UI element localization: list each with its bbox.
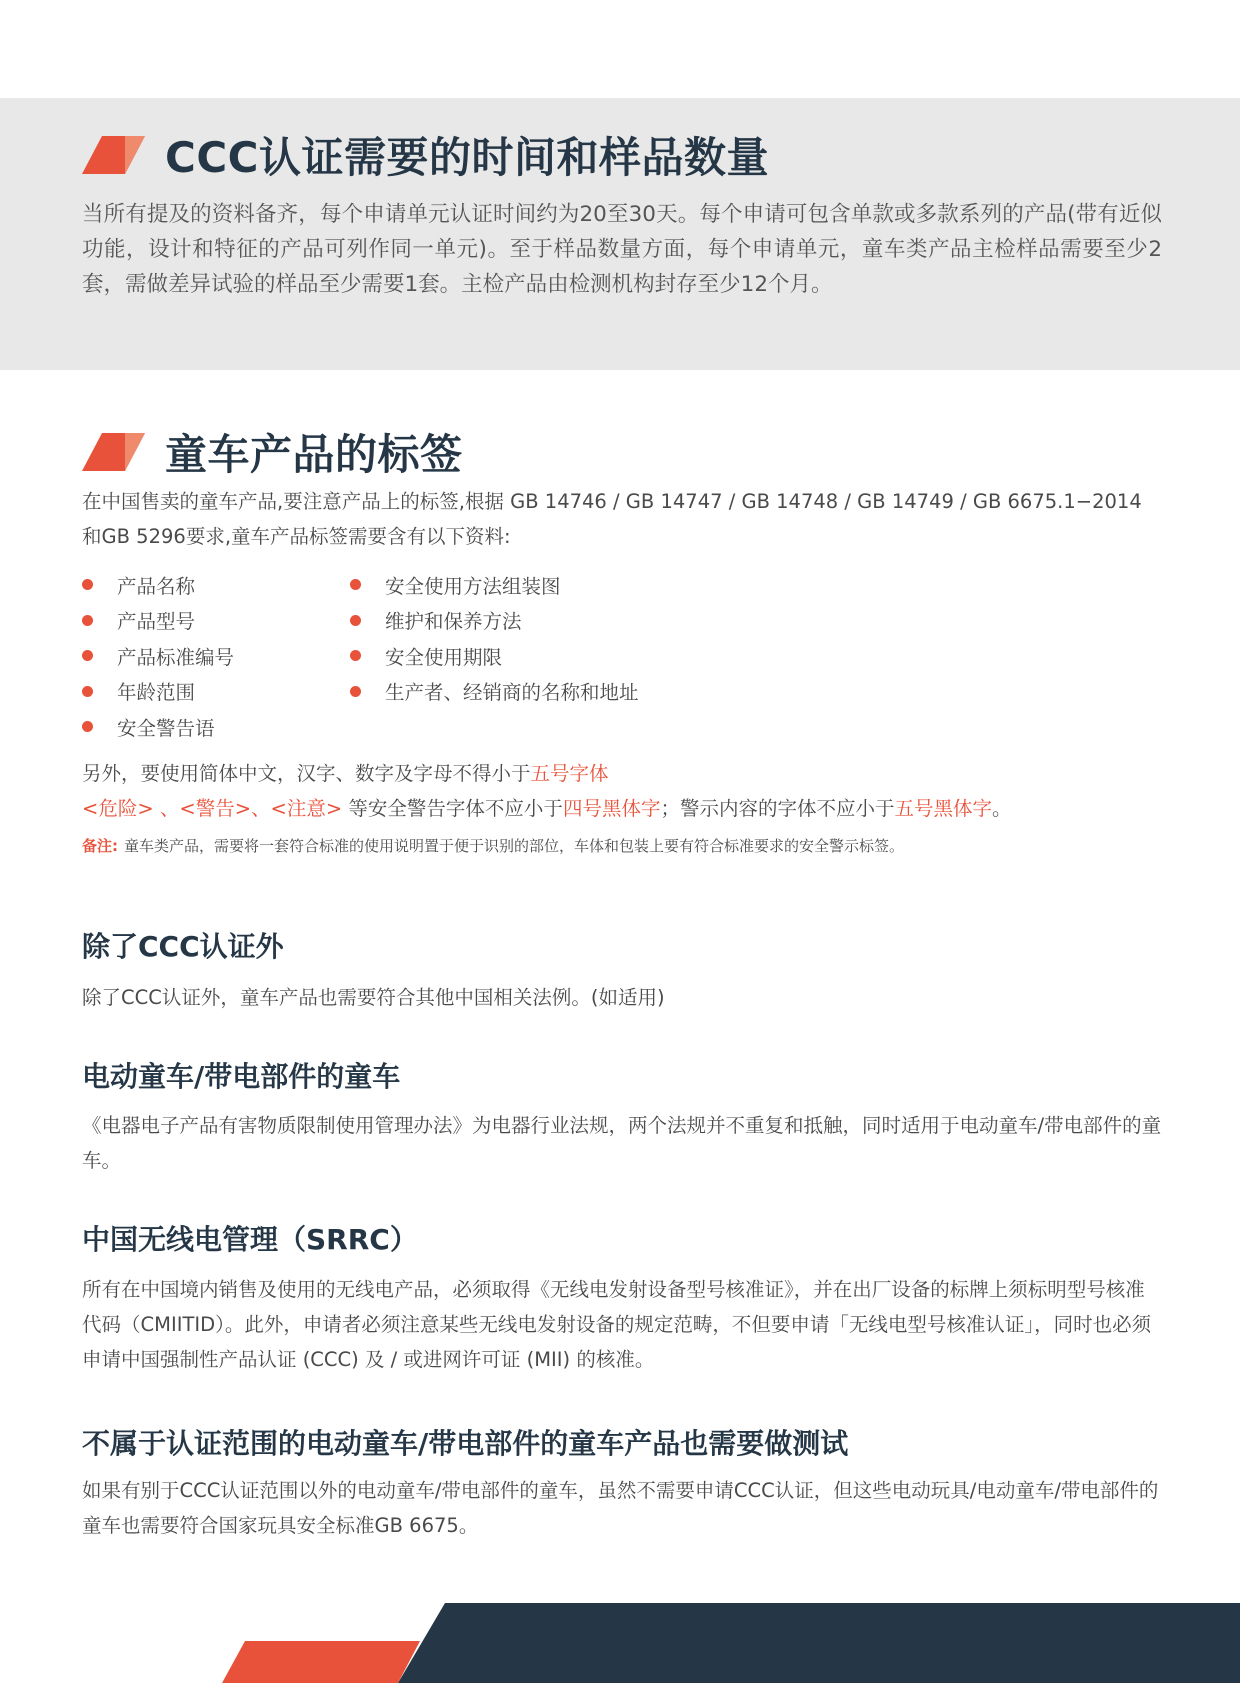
subsection-title: 电动童车/带电部件的童车 — [82, 1060, 401, 1093]
subsection-title: 不属于认证范围的电动童车/带电部件的童车产品也需要做测试 — [82, 1427, 849, 1460]
section-heading-labels — [82, 422, 463, 482]
section-heading-time-samples — [82, 125, 769, 185]
subsection-title: 中国无线电管理（SRRC） — [82, 1223, 418, 1256]
font-requirement-line-1: 另外，要使用简体中文，汉字、数字及字母不得小于五号字体 — [82, 762, 609, 785]
bullet-dot-icon — [82, 650, 93, 661]
label-requirements-list — [82, 567, 782, 747]
list-item: 维护和保养方法 — [350, 603, 639, 639]
list-item: 产品名称 — [82, 567, 234, 603]
bullet-dot-icon — [350, 650, 361, 661]
bullet-dot-icon — [82, 615, 93, 626]
subsection-title: 除了CCC认证外 — [82, 930, 284, 963]
footer-decoration — [0, 1603, 1240, 1683]
font-requirement-line-2: <危险> 、<警告>、<注意> 等安全警告字体不应小于四号黑体字；警示内容的字体不应小于五号黑体字。 — [82, 797, 1012, 820]
list-item: 安全使用期限 — [350, 638, 639, 674]
subsection-body: 除了CCC认证外，童车产品也需要符合其他中国相关法例。(如适用) — [82, 986, 665, 1009]
list-column-right — [350, 567, 639, 709]
subsection-body: 如果有别于CCC认证范围以外的电动童车/带电部件的童车，虽然不需要申请CCC认证，但这些电动玩具/电动童车/带电部件的童车也需要符合国家玩具安全标准GB 6675。 — [82, 1479, 1159, 1537]
list-item: 安全使用方法组装图 — [350, 567, 639, 603]
section-title: CCC认证需要的时间和样品数量 — [165, 133, 769, 182]
list-item: 产品型号 — [82, 603, 234, 639]
bullet-dot-icon — [82, 686, 93, 697]
bullet-dot-icon — [350, 686, 361, 697]
bullet-dot-icon — [350, 579, 361, 590]
remark-note — [82, 835, 904, 856]
remark-label: 备注: — [82, 837, 118, 855]
bullet-dot-icon — [82, 721, 93, 732]
section-body: 当所有提及的资料备齐，每个申请单元认证时间约为20至30天。每个申请可包含单款或多款系列的产品(带有近似功能，设计和特征的产品可列作同一单元)。至于样品数量方面，每个申请单元，童车类产品主检样品需要至少2套，需做差异试验的样品至少需要1套。主检产品由检测机构封存至少12个月。 — [82, 202, 1162, 297]
section-title: 童车产品的标签 — [165, 430, 463, 479]
label-intro: 在中国售卖的童车产品,要注意产品上的标签,根据 GB 14746 / GB 14747 / GB 14748 / GB 14749 / GB 6675.1−2014 和GB 5296要求,童车产品标签需要含有以下资料: — [82, 490, 1142, 548]
list-column-left — [82, 567, 234, 745]
bullet-dot-icon — [82, 579, 93, 590]
list-item: 产品标准编号 — [82, 638, 234, 674]
list-item: 安全警告语 — [82, 709, 234, 745]
list-item: 生产者、经销商的名称和地址 — [350, 674, 639, 710]
subsection-body: 所有在中国境内销售及使用的无线电产品，必须取得《无线电发射设备型号核准证》，并在出厂设备的标牌上须标明型号核准代码（CMIITID）。此外，申请者必须注意某些无线电发射设备的规定范畴，不但要申请「无线电型号核准认证」，同时也必须申请中国强制性产品认证 (CCC) 及 / 或进网许可证 (MII) 的核准。 — [82, 1278, 1152, 1371]
section-marker-icon — [82, 136, 145, 174]
section-marker-icon — [82, 433, 145, 471]
subsection-body: 《电器电子产品有害物质限制使用管理办法》为电器行业法规，两个法规并不重复和抵触，同时适用于电动童车/带电部件的童车。 — [82, 1114, 1162, 1172]
bullet-dot-icon — [350, 615, 361, 626]
list-item: 年龄范围 — [82, 674, 234, 710]
remark-text: 童车类产品，需要将一套符合标准的使用说明置于便于识别的部位，车体和包装上要有符合标准要求的安全警示标签。 — [124, 837, 905, 855]
